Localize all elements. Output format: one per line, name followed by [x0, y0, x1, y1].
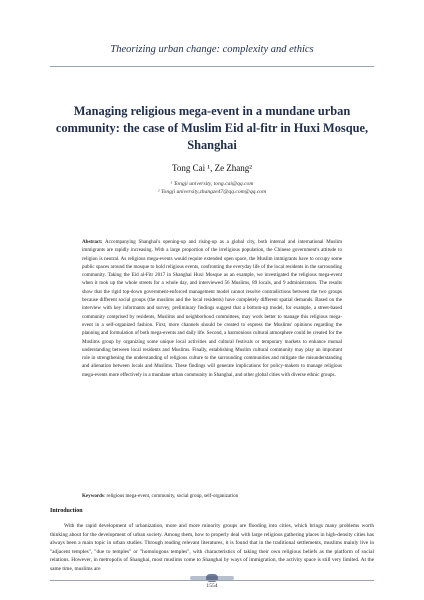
abstract-label: Abstract: — [82, 239, 103, 245]
header-rule — [50, 66, 374, 67]
affiliation-1: ¹ Tongji university, tong.cai@qq.com — [170, 181, 254, 187]
author-line: Tong Cai ¹, Ze Zhang² — [172, 163, 252, 173]
paper-title: Managing religious mega-event in a mundane urban community: the case of Muslim Eid al-fitr in Huxi Mosque, Shanghai — [55, 104, 369, 152]
section-heading-introduction: Introduction — [50, 508, 83, 514]
keywords-text: : religious mega-event, community, social group, self-organization — [103, 493, 239, 499]
page-number: 1554 — [206, 583, 218, 589]
abstract — [82, 238, 342, 379]
footer-rule — [50, 580, 374, 581]
abstract-text: Accompanying Shanghai's opening-up and rising-up as a global city, both internal and international Muslim immigrants are rapidly increasing. With a large proportion of the irreligious population, the Chinese government's attitude to religion is neutral. As religious mega-events would require extended open space, the Muslim immigrants have to occupy some public spaces around the mosque to hold religious events, confronting the everyday life of the local residents in the surrounding community. Taking the Eid al-Fitr 2017 in Shanghai Huxi Mosque as an example, we investigated the religious mega-event when it took up the whole streets for a whole day, and interviewed 56 Muslims, 89 locals, and 9 administrators. The results show that the rigid top-down government-enforced management model cannot resolve contradictions between the two groups because different social groups (the muslims and the local residents) have completely different spatial demands. Based on the interview with key informants and survey, preliminary findings suggest that a bottom-up model, for example, a street-based community comprised by residents, Muslims and neighborhood committees, may work better to manage this religious mega-event in a self-organized fashion. First, more channels should be created to express the Muslims' opinions regarding the planning and formulation of both mega-events and daily life. Second, a harmonious cultural atmosphere could be created for the Muslims group by organizing some unique local activities and cultural festivals or temporary markets to enhance mutual understanding between local residents and Muslims. Finally, establishing Muslim cultural community may play an important role in strengthening the understanding of religious culture to the surrounding communities and mitigate the misunderstanding and alienation between locals and Muslims. These findings will generate implications for policy-makers to manage religious mega-events more effectively in a mundane urban community in Shanghai, and other global cities with diverse ethnic groups. — [82, 239, 342, 378]
keywords-label: Keywords — [82, 493, 104, 499]
keywords — [82, 492, 342, 500]
introduction-paragraph: With the rapid development of urbanization, more and more minority groups are flooding into cities, which brings many problems worth thinking about for the development of urban society. Among them, how to properly deal with large religious gathering places in high-density cities has always been a main topic in urban studies. Through reading relevant literatures, it is found that in the traditional settlements, muslims mainly live in "adjacent temples", "due to temples" or "homologous temples", with characteristics of taking their own religious beliefs as the platform of social relations. However, in metropolis of Shanghai, most muslims come to Shanghai by ways of immigration, the activity space is still very limited. At the same time, muslims are — [50, 523, 374, 572]
affiliation-2: ² Tongji university,zhangze47@qq.com@qq.com — [157, 189, 267, 195]
running-head: Theorizing urban change: complexity and ethics — [110, 44, 314, 55]
